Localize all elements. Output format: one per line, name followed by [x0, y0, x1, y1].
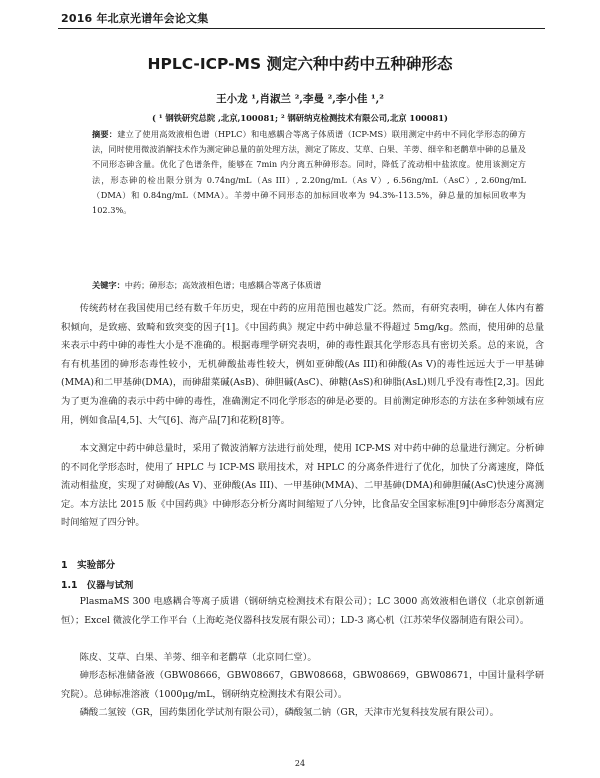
intro-paragraph-1: 传统药材在我国使用已经有数千年历史，现在中药的应用范围也越发广泛。然而，有研究表明，砷在人体内有蓄积倾向，是致癌、致畸和致突变的因子[1]。《中国药典》规定中药中砷总量不得超过 5mg/kg。然而，使用砷的总量来表示中药中砷的毒性大小是不准确的。根据毒理学研究表明，砷的毒性跟其化学形态具有密切关系。总的来说，含有有机基团的砷形态毒性较小，无机砷酸盐毒性较大，例如亚砷酸(As III)和砷酸(As V)的毒性远远大于一甲基砷(MMA)和二甲基砷(DMA)，而砷甜菜碱(AsB)、砷胆碱(AsC)、砷糖(AsS)和砷脂(AsL)则几乎没有毒性[2,3]。因此为了更为准确的表示中药中砷的毒性，准确测定不同化学形态的砷是必要的。目前测定砷形态的方法在多种领域有应用，例如食品[4,5]、大气[6]、海产品[7]和花粉[8]等。: [61, 303, 544, 426]
keywords-label: 关键字：: [92, 280, 125, 290]
keywords-text: 中药；砷形态；高效液相色谱；电感耦合等离子体质谱: [124, 280, 322, 290]
section-heading-experimental: 1 实验部分: [61, 560, 116, 571]
running-header: 2016 年北京光谱年会论文集: [61, 12, 209, 25]
paper-title: HPLC-ICP-MS 测定六种中药中五种砷形态: [147, 55, 453, 73]
intro-paragraph-2: 本文测定中药中砷总量时，采用了微波消解方法进行前处理，使用 ICP-MS 对中药中砷的总量进行测定。分析砷的不同化学形态时，使用了 HPLC 与 ICP-MS 联用技术，对 HPLC 的分离条件进行了优化，加快了分离速度，降低流动相盐度，实现了对砷酸(As V)、亚砷酸(As III)、一甲基砷(MMA)、二甲基砷(DMA)和砷胆碱(AsC)快速分离测定。本方法比 2015 版《中国药典》中砷形态分析分离时间缩短了八分钟，比食品安全国家标准[9]中砷形态分离测定时间缩短了四分钟。: [61, 443, 544, 529]
subsection-heading-instruments: 1.1 仪器与试剂: [61, 580, 134, 591]
instruments-paragraph: PlasmaMS 300 电感耦合等离子质谱（钢研纳克检测技术有限公司）；LC 3000 高效液相色谱仪（北京创新通恒）；Excel 微波化学工作平台（上海屹尧仪器科技发展有限公司）；LD-3 离心机（江苏荣华仪器制造有限公司）。: [61, 596, 544, 626]
abstract-label: 摘要：: [92, 129, 118, 139]
standards-paragraph: 砷形态标准储备液（GBW08666，GBW08667，GBW08668，GBW08669，GBW08671，中国计量科学研究院）。总砷标准溶液（1000μg/mL，钢研纳克检测技术有限公司）。: [61, 670, 544, 700]
abstract-text: 建立了使用高效液相色谱（HPLC）和电感耦合等离子体质谱（ICP-MS）联用测定中药中不同化学形态的砷方法，同时使用微波消解技术作为测定砷总量的前处理方法，测定了陈皮、艾草、白果、羊蒡、细辛和老鹳草中砷的总量及不同形态砷含量。优化了色谱条件，能够在 7min 内分离五种砷形态。同时，降低了流动相中盐浓度。使用该测定方法，形态砷的检出限分别为 0.74ng/mL（As III）, 2.20ng/mL（As V）, 6.56ng/mL（AsC）, 2.60ng/mL（DMA）和 0.84ng/mL（MMA）。羊蒡中砷不同形态的加标回收率为 94.3%-113.5%，砷总量的加标回收率为 102.3%。: [92, 129, 526, 216]
samples-paragraph: 陈皮、艾草、白果、羊蒡、细辛和老鹳草（北京同仁堂）。: [79, 652, 317, 663]
header-rule: [58, 28, 545, 29]
author-list: 王小龙 ¹,肖淑兰 ²,李曼 ²,李小佳 ¹,²: [216, 93, 384, 105]
abstract: [92, 127, 526, 218]
page-number: 24: [294, 759, 306, 768]
affiliation: ( ¹ 钢铁研究总院 ,北京,100081; ² 钢研纳克检测技术有限公司,北京 100081): [152, 113, 448, 123]
reagents-paragraph: 磷酸二氢铵（GR，国药集团化学试剂有限公司），磷酸氢二钠（GR，天津市光复科技发展有限公司）。: [79, 707, 499, 718]
keywords: [92, 278, 526, 293]
